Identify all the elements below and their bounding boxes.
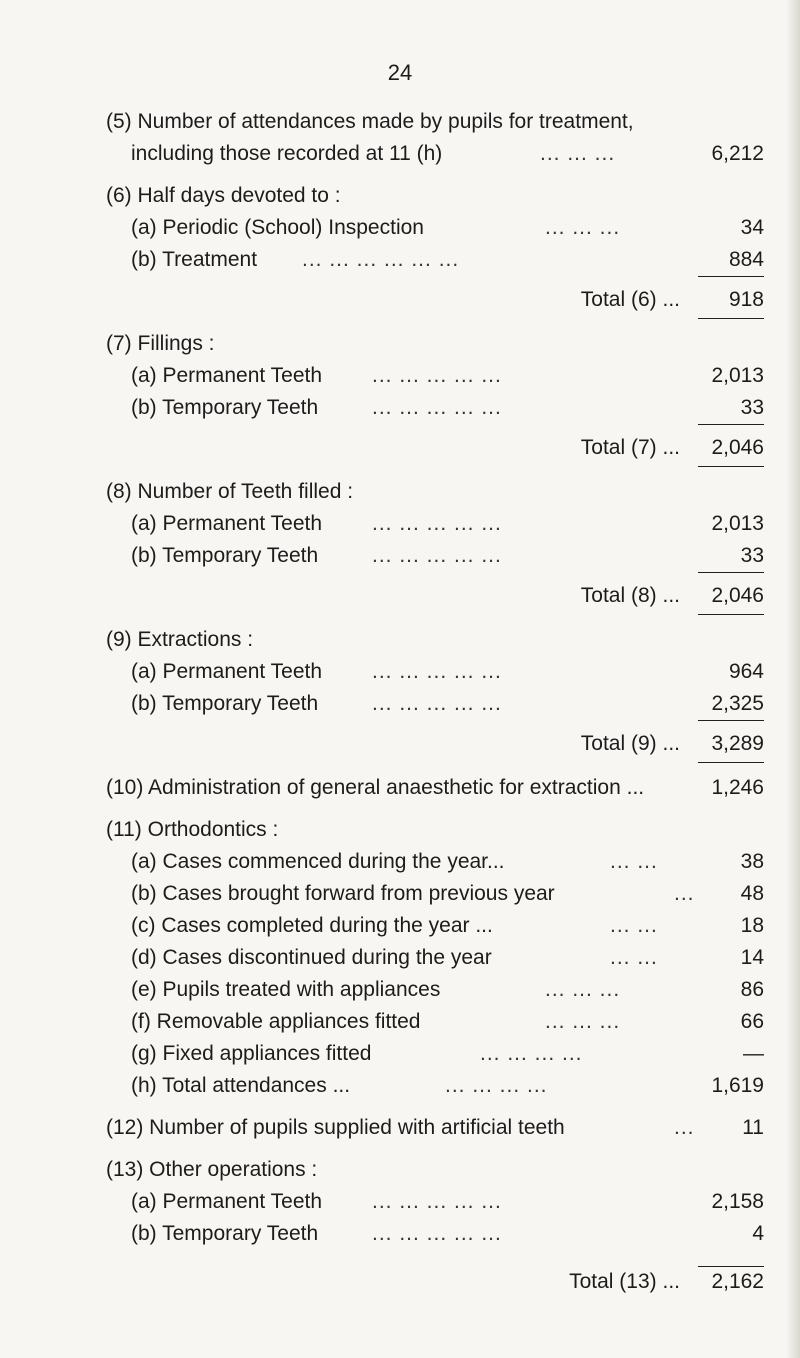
item-9-title: (9) Extractions :: [106, 628, 254, 651]
item-6a: [0, 212, 800, 244]
leader-dots: ... ... ... ... ...: [372, 660, 502, 683]
item-12-label: (12) Number of pupils supplied with artificial teeth: [106, 1116, 565, 1139]
item-8a-value: 2,013: [711, 512, 764, 535]
item-11b-label: (b) Cases brought forward from previous year: [131, 882, 555, 905]
item-5-line2: [0, 138, 800, 170]
item-8b-value: 33: [740, 544, 764, 567]
item-7b-value: 33: [740, 396, 764, 419]
item-11d-label: (d) Cases discontinued during the year: [131, 946, 492, 969]
item-12-value: 11: [742, 1116, 764, 1139]
item-11c-value: 18: [740, 914, 764, 937]
item-9-header: [0, 624, 800, 656]
item-9b: [0, 688, 800, 720]
item-8a: [0, 508, 800, 540]
item-7a: [0, 360, 800, 392]
item-11f: [0, 1006, 800, 1038]
item-11b-value: 48: [740, 882, 764, 905]
leader-dots: ... ... ...: [545, 978, 621, 1001]
item-11e-value: 86: [740, 978, 764, 1001]
item-10: [0, 772, 800, 804]
item-8b: [0, 540, 800, 572]
item-5-label: (5) Number of attendances made by pupils for treatment,: [106, 110, 634, 133]
item-11h-value: 1,619: [711, 1074, 764, 1097]
item-11h: [0, 1070, 800, 1102]
item-9-total-value: 3,289: [711, 732, 764, 755]
item-12: [0, 1112, 800, 1144]
item-7a-label: (a) Permanent Teeth: [131, 364, 323, 387]
item-6-total-value: 918: [728, 288, 764, 311]
leader-dots: ... ... ... ... ...: [372, 396, 502, 419]
item-11e: [0, 974, 800, 1006]
item-8a-label: (a) Permanent Teeth: [131, 512, 323, 535]
item-5-value: 6,212: [711, 142, 764, 165]
leader-dots: ... ... ...: [545, 216, 621, 239]
leader-dots: ...: [674, 1116, 695, 1139]
item-11b: [0, 878, 800, 910]
item-6b-value: 884: [728, 248, 764, 271]
item-6a-value: 34: [740, 216, 764, 239]
leader-dots: ... ... ...: [545, 1010, 621, 1033]
item-10-value: 1,246: [711, 776, 764, 799]
item-9b-label: (b) Temporary Teeth: [131, 692, 319, 715]
item-11h-label: (h) Total attendances ...: [131, 1074, 351, 1097]
item-6-total: [0, 284, 800, 316]
item-13-header: [0, 1154, 800, 1186]
item-8-total: [0, 580, 800, 612]
item-6a-label: (a) Periodic (School) Inspection: [131, 216, 424, 239]
leader-dots: ... ... ... ... ...: [372, 544, 502, 567]
leader-dots: ...: [674, 882, 695, 905]
item-9-total: [0, 728, 800, 760]
item-8-title: (8) Number of Teeth filled :: [106, 480, 354, 503]
leader-dots: ... ... ...: [540, 142, 616, 165]
item-11d-value: 14: [740, 946, 764, 969]
leader-dots: ... ... ... ...: [445, 1074, 548, 1097]
leader-dots: ... ... ... ... ...: [372, 512, 502, 535]
item-5-line1: [0, 106, 800, 138]
item-13-total: [0, 1266, 800, 1298]
item-6b-label: (b) Treatment: [131, 248, 258, 271]
item-11f-label: (f) Removable appliances fitted: [131, 1010, 421, 1033]
item-7-title: (7) Fillings :: [106, 332, 215, 355]
item-9b-value: 2,325: [711, 692, 764, 715]
item-6-total-label: Total (6) ...: [580, 288, 680, 311]
item-6-header: [0, 180, 800, 212]
item-11e-label: (e) Pupils treated with appliances: [131, 978, 441, 1001]
item-8-header: [0, 476, 800, 508]
leader-dots: ... ... ... ... ...: [372, 1190, 502, 1213]
item-11g-value: —: [743, 1042, 764, 1065]
item-7b: [0, 392, 800, 424]
item-11-header: [0, 814, 800, 846]
item-7a-value: 2,013: [711, 364, 764, 387]
item-11c-label: (c) Cases completed during the year ...: [131, 914, 493, 937]
leader-dots: ... ... ... ... ...: [372, 364, 502, 387]
leader-dots: ... ...: [610, 946, 658, 969]
item-13a-label: (a) Permanent Teeth: [131, 1190, 323, 1213]
leader-dots: ... ... ... ... ...: [372, 692, 502, 715]
item-8b-label: (b) Temporary Teeth: [131, 544, 319, 567]
item-13b-label: (b) Temporary Teeth: [131, 1222, 319, 1245]
item-13-total-label: Total (13) ...: [569, 1270, 680, 1293]
item-8-total-label: Total (8) ...: [580, 584, 680, 607]
item-11a-label: (a) Cases commenced during the year...: [131, 850, 505, 873]
item-9a: [0, 656, 800, 688]
item-5-label-cont: including those recorded at 11 (h): [131, 142, 443, 165]
dental-statistics-list: [0, 106, 800, 1298]
item-11a: [0, 846, 800, 878]
leader-dots: ... ...: [610, 914, 658, 937]
item-6b: [0, 244, 800, 276]
item-11g-label: (g) Fixed appliances fitted: [131, 1042, 372, 1065]
item-13-title: (13) Other operations :: [106, 1158, 318, 1181]
item-8-total-value: 2,046: [711, 584, 764, 607]
item-11d: [0, 942, 800, 974]
page-number: 24: [387, 60, 413, 85]
item-9a-label: (a) Permanent Teeth: [131, 660, 323, 683]
leader-dots: ... ...: [610, 850, 658, 873]
item-9-total-label: Total (9) ...: [580, 732, 680, 755]
item-13a-value: 2,158: [711, 1190, 764, 1213]
item-7-total: [0, 432, 800, 464]
item-7-header: [0, 328, 800, 360]
item-11c: [0, 910, 800, 942]
item-7b-label: (b) Temporary Teeth: [131, 396, 319, 419]
leader-dots: ... ... ... ... ...: [372, 1222, 502, 1245]
item-7-total-label: Total (7) ...: [580, 436, 680, 459]
item-9a-value: 964: [728, 660, 764, 683]
item-11-title: (11) Orthodontics :: [106, 818, 279, 841]
item-13b-value: 4: [752, 1222, 764, 1245]
item-13a: [0, 1186, 800, 1218]
item-13b: [0, 1218, 800, 1250]
item-10-label: (10) Administration of general anaesthetic for extraction ...: [106, 776, 645, 799]
item-13-total-value: 2,162: [711, 1270, 764, 1293]
item-11g: [0, 1038, 800, 1070]
leader-dots: ... ... ... ...: [480, 1042, 583, 1065]
item-7-total-value: 2,046: [711, 436, 764, 459]
leader-dots: ... ... ... ... ... ...: [302, 248, 460, 271]
item-11f-value: 66: [740, 1010, 764, 1033]
item-6-title: (6) Half days devoted to :: [106, 184, 341, 207]
item-11a-value: 38: [740, 850, 764, 873]
